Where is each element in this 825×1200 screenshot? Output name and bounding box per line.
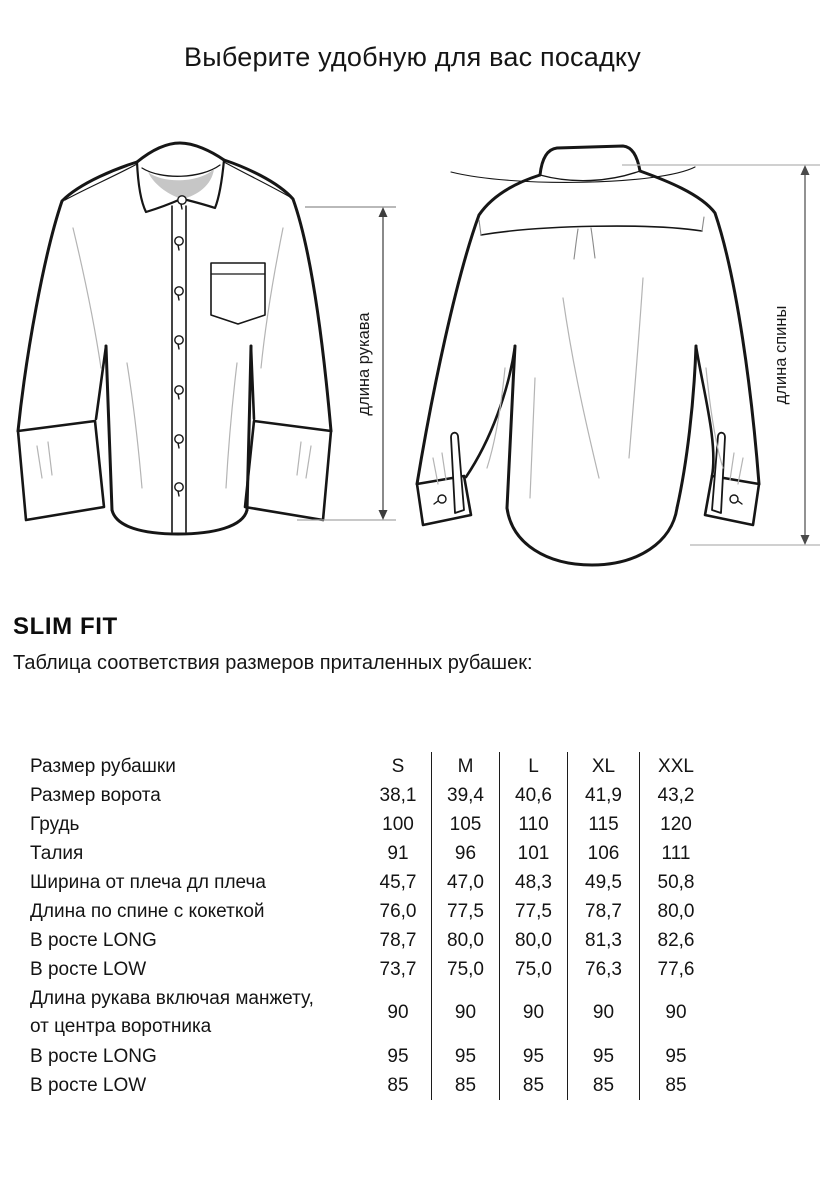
table-row xyxy=(30,955,712,984)
cell-value: 75,0 xyxy=(431,955,499,984)
cell-value: 78,7 xyxy=(379,929,417,951)
cell-value: L xyxy=(499,752,567,781)
cell-value: 120 xyxy=(639,810,712,839)
row-label: Ширина от плеча дл плеча xyxy=(30,871,266,893)
row-label: В росте LONG xyxy=(30,1045,157,1067)
cell-value: 95 xyxy=(431,1042,499,1071)
size-table-caption: Таблица соответствия размеров приталенных рубашек: xyxy=(13,652,533,674)
cell-value: 95 xyxy=(639,1042,712,1071)
front-buttons xyxy=(175,196,186,496)
cell-value: 91 xyxy=(387,842,409,864)
cell-value: 85 xyxy=(499,1071,567,1100)
back-shirt-illustration xyxy=(417,146,759,565)
row-label: В росте LONG xyxy=(30,929,157,951)
cell-value: 49,5 xyxy=(567,868,639,897)
cell-value: 95 xyxy=(387,1045,409,1067)
row-label: Размер ворота xyxy=(30,784,161,806)
table-row xyxy=(30,810,712,839)
chest-pocket xyxy=(211,263,265,324)
cell-value: 80,0 xyxy=(499,926,567,955)
row-label: В росте LOW xyxy=(30,958,147,980)
cell-value: 90 xyxy=(499,984,567,1042)
cell-value: 76,3 xyxy=(567,955,639,984)
cell-value: 80,0 xyxy=(431,926,499,955)
back-length-label: длина спины xyxy=(772,305,790,405)
front-right-cuff xyxy=(245,421,331,520)
cell-value: 90 xyxy=(387,1002,409,1023)
cell-value: 110 xyxy=(499,810,567,839)
cell-value: 105 xyxy=(431,810,499,839)
table-row xyxy=(30,984,712,1042)
cell-value: 45,7 xyxy=(379,871,417,893)
page-title: Выберите удобную для вас посадку xyxy=(184,42,641,72)
cell-value: XXL xyxy=(639,752,712,781)
cell-value: 85 xyxy=(387,1074,409,1096)
cell-value: XL xyxy=(567,752,639,781)
cell-value: 85 xyxy=(639,1071,712,1100)
row-label: Размер рубашки xyxy=(30,755,176,777)
neck-opening xyxy=(148,169,214,199)
shirt-measurement-diagram xyxy=(0,128,825,578)
cell-value: 101 xyxy=(499,839,567,868)
cell-value: 85 xyxy=(567,1071,639,1100)
cell-value: 76,0 xyxy=(379,900,417,922)
cell-value: 41,9 xyxy=(567,781,639,810)
front-left-cuff xyxy=(18,421,104,520)
cell-value: 75,0 xyxy=(499,955,567,984)
cell-value: 95 xyxy=(567,1042,639,1071)
cuff-buttons xyxy=(434,495,742,504)
cell-value: 106 xyxy=(567,839,639,868)
cell-value: 38,1 xyxy=(379,784,417,806)
cell-value: 77,6 xyxy=(639,955,712,984)
cell-value: 90 xyxy=(431,984,499,1042)
table-row xyxy=(30,781,712,810)
cell-value: 80,0 xyxy=(639,897,712,926)
cell-value: 47,0 xyxy=(431,868,499,897)
cell-value: 111 xyxy=(639,839,712,868)
cell-value: S xyxy=(391,755,405,777)
cell-value: 90 xyxy=(639,984,712,1042)
cell-value: 81,3 xyxy=(567,926,639,955)
table-row xyxy=(30,752,712,781)
cell-value: 100 xyxy=(382,813,414,835)
cell-value: 73,7 xyxy=(379,958,417,980)
table-row xyxy=(30,1071,712,1100)
fit-section-heading: SLIM FIT xyxy=(13,613,118,640)
row-label: Талия xyxy=(30,842,84,864)
table-row xyxy=(30,897,712,926)
table-row xyxy=(30,868,712,897)
cell-value: 50,8 xyxy=(639,868,712,897)
row-label: Длина рукава включая манжету, от центра воротника xyxy=(30,988,314,1037)
table-row xyxy=(30,926,712,955)
cell-value: 39,4 xyxy=(431,781,499,810)
row-label: Грудь xyxy=(30,813,80,835)
cell-value: M xyxy=(431,752,499,781)
cell-value: 77,5 xyxy=(431,897,499,926)
back-collar xyxy=(540,146,640,175)
cell-value: 43,2 xyxy=(639,781,712,810)
cell-value: 85 xyxy=(431,1071,499,1100)
cell-value: 77,5 xyxy=(499,897,567,926)
front-collar xyxy=(137,143,224,162)
cell-value: 82,6 xyxy=(639,926,712,955)
table-row xyxy=(30,1042,712,1071)
arrow-up-icon xyxy=(801,165,810,175)
cell-value: 115 xyxy=(567,810,639,839)
row-label: В росте LOW xyxy=(30,1074,147,1096)
arrow-down-icon xyxy=(379,510,388,520)
table-row xyxy=(30,839,712,868)
size-table xyxy=(30,752,712,1100)
sleeve-length-label: длина рукава xyxy=(355,312,373,416)
cell-value: 40,6 xyxy=(499,781,567,810)
cell-value: 48,3 xyxy=(499,868,567,897)
cell-value: 78,7 xyxy=(567,897,639,926)
cell-value: 90 xyxy=(567,984,639,1042)
arrow-up-icon xyxy=(379,207,388,217)
cell-value: 95 xyxy=(499,1042,567,1071)
front-shirt-illustration xyxy=(18,143,331,534)
row-label: Длина по спине с кокеткой xyxy=(30,900,265,922)
cell-value: 96 xyxy=(431,839,499,868)
arrow-down-icon xyxy=(801,535,810,545)
